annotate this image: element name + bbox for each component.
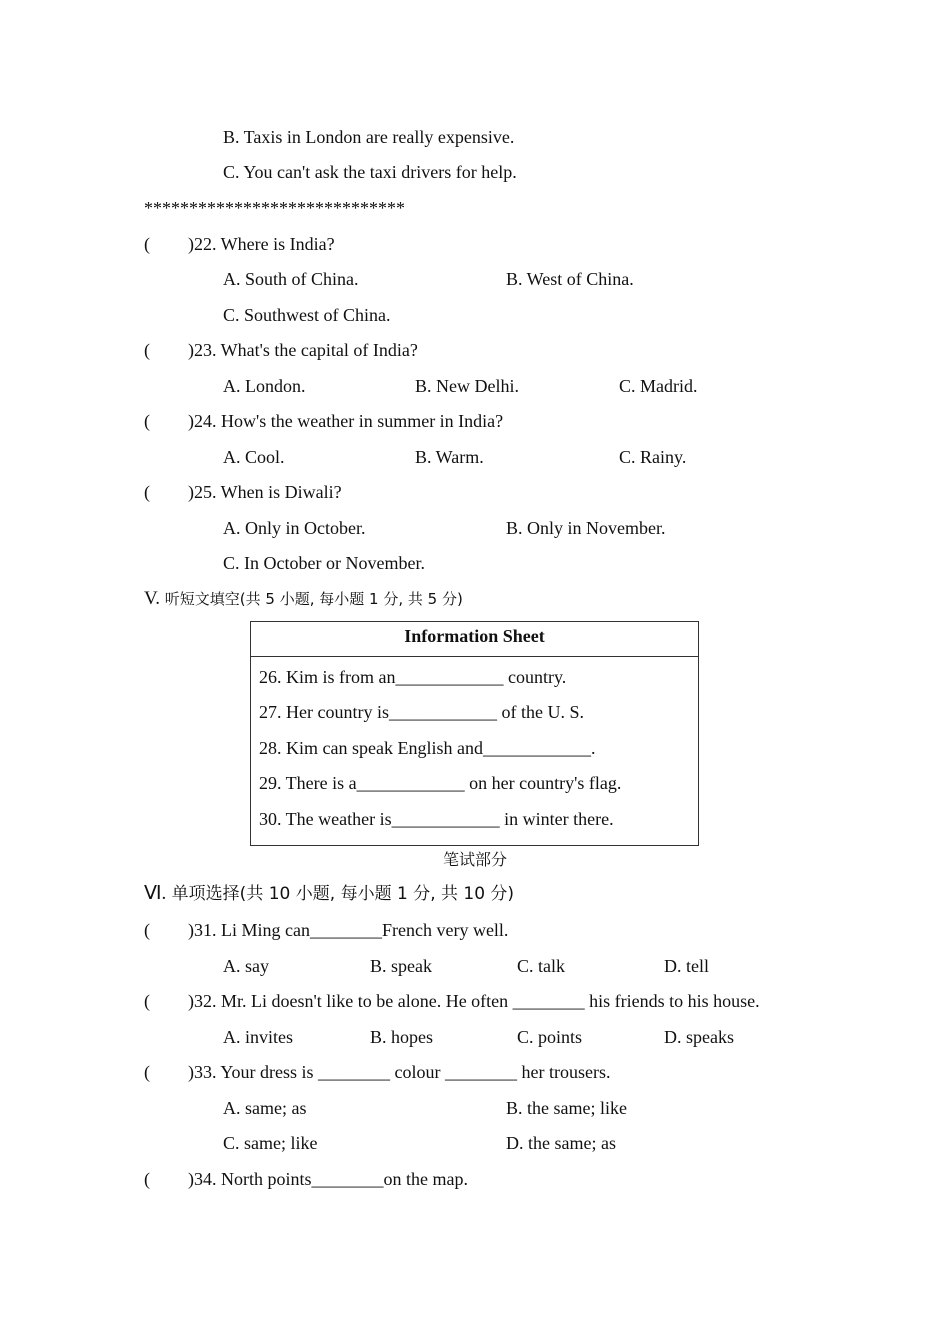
information-sheet-header: Information Sheet <box>251 622 698 657</box>
answer-paren: ( <box>144 991 150 1011</box>
info-line-30: 30. The weather is____________ in winter there. <box>259 809 614 829</box>
info-line-29: 29. There is a____________ on her country's flag. <box>259 773 622 793</box>
q22-option-c: C. Southwest of China. <box>223 305 391 325</box>
information-sheet <box>250 621 699 846</box>
q24-option-c: C. Rainy. <box>619 447 687 467</box>
q23-option-b: B. New Delhi. <box>415 376 519 396</box>
q33-option-d: D. the same; as <box>506 1133 616 1153</box>
section-5-heading <box>144 588 463 610</box>
question-23: )23. What's the capital of India? <box>188 340 418 360</box>
option-c: C. You can't ask the taxi drivers for help. <box>223 162 517 182</box>
q31-option-d: D. tell <box>664 956 709 976</box>
written-part-title: 笔试部分 <box>442 850 507 869</box>
question-24: )24. How's the weather in summer in India? <box>188 411 504 431</box>
q24-option-b: B. Warm. <box>415 447 484 467</box>
section-6-numeral: Ⅵ. <box>144 883 167 904</box>
question-32: )32. Mr. Li doesn't like to be alone. He often ________ his friends to his house. <box>188 991 760 1011</box>
section-5-title: 听短文填空(共 5 小题, 每小题 1 分, 共 5 分) <box>160 590 463 608</box>
q23-option-a: A. London. <box>223 376 306 396</box>
q32-option-c: C. points <box>517 1027 583 1047</box>
q25-option-c: C. In October or November. <box>223 553 425 573</box>
q33-option-a: A. same; as <box>223 1098 307 1118</box>
section-6-heading <box>144 883 514 905</box>
q31-option-b: B. speak <box>370 956 432 976</box>
q32-option-b: B. hopes <box>370 1027 433 1047</box>
q22-option-b: B. West of China. <box>506 269 634 289</box>
q31-option-a: A. say <box>223 956 269 976</box>
q31-option-c: C. talk <box>517 956 565 976</box>
option-b: B. Taxis in London are really expensive. <box>223 127 515 147</box>
q25-option-a: A. Only in October. <box>223 518 366 538</box>
q22-option-a: A. South of China. <box>223 269 359 289</box>
info-line-27: 27. Her country is____________ of the U. S. <box>259 702 584 722</box>
answer-paren: ( <box>144 234 150 254</box>
q32-option-d: D. speaks <box>664 1027 734 1047</box>
separator: ***************************** <box>144 198 405 218</box>
question-22: )22. Where is India? <box>188 234 335 254</box>
q24-option-a: A. Cool. <box>223 447 285 467</box>
q32-option-a: A. invites <box>223 1027 293 1047</box>
answer-paren: ( <box>144 482 150 502</box>
question-25: )25. When is Diwali? <box>188 482 342 502</box>
info-line-26: 26. Kim is from an____________ country. <box>259 667 567 687</box>
question-33: )33. Your dress is ________ colour ________ her trousers. <box>188 1062 611 1082</box>
section-6-title: 单项选择(共 10 小题, 每小题 1 分, 共 10 分) <box>166 884 515 904</box>
answer-paren: ( <box>144 411 150 431</box>
section-5-numeral: V. <box>144 588 161 609</box>
answer-paren: ( <box>144 920 150 940</box>
q33-option-c: C. same; like <box>223 1133 318 1153</box>
info-line-28: 28. Kim can speak English and____________. <box>259 738 596 758</box>
answer-paren: ( <box>144 340 150 360</box>
q25-option-b: B. Only in November. <box>506 518 666 538</box>
q33-option-b: B. the same; like <box>506 1098 627 1118</box>
answer-paren: ( <box>144 1169 150 1189</box>
question-31: )31. Li Ming can________French very well. <box>188 920 509 940</box>
q23-option-c: C. Madrid. <box>619 376 698 396</box>
question-34: )34. North points________on the map. <box>188 1169 468 1189</box>
answer-paren: ( <box>144 1062 150 1082</box>
